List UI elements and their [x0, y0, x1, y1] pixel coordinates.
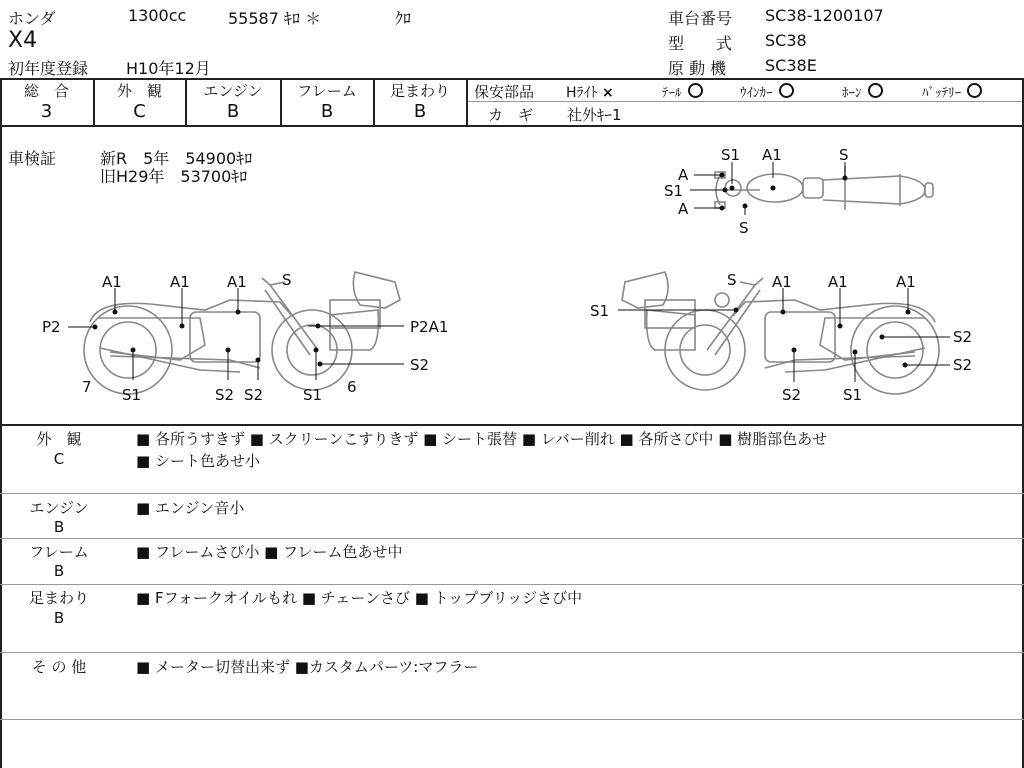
type-value: SC38: [765, 31, 807, 50]
note-text-exterior-2: ■ シート色あせ小: [136, 452, 260, 470]
left-label-6: 6: [347, 378, 357, 396]
winker-ok-icon: [779, 83, 794, 98]
left-label-a1-2: A1: [170, 273, 190, 291]
frame-number-value: SC38-1200107: [765, 6, 884, 25]
note-grade-suspension: B: [53, 609, 65, 627]
inspection-new: 新R 5年 54900ｷﾛ: [100, 149, 253, 168]
frame-number-label: 車台番号: [668, 9, 733, 28]
note-text-engine-1: ■ エンジン音小: [136, 499, 245, 517]
model-name: X4: [8, 28, 38, 53]
horn-ok-icon: [868, 83, 883, 98]
engine-model-label: 原 動 機: [668, 59, 727, 78]
damage-diagram: [0, 126, 1024, 426]
type-label: 型 式: [668, 34, 733, 53]
safety-parts-label: 保安部品: [474, 83, 535, 101]
left-label-s1-2: S1: [303, 386, 323, 404]
left-label-s2-2: S2: [244, 386, 264, 404]
left-label-a1-3: A1: [227, 273, 247, 291]
safety-item-winker: ｳｲﾝｶｰ: [740, 82, 794, 101]
note-text-suspension-1: ■ Fフォークオイルもれ ■ チェーンさび ■ トップブリッジさび中: [136, 589, 583, 607]
right-label-a1-2: A1: [828, 273, 848, 291]
note-category-exterior: 外 観: [36, 430, 82, 448]
key-value: 社外ｷｰ1: [567, 106, 622, 124]
first-registration-value: H10年12月: [126, 59, 211, 78]
right-label-s: S: [727, 271, 737, 289]
grade-label-exterior: 外 観: [116, 82, 162, 100]
note-category-suspension: 足まわり: [28, 589, 89, 607]
grade-value-frame: B: [320, 101, 334, 122]
note-grade-exterior: C: [53, 450, 65, 468]
grade-value-engine: B: [226, 101, 240, 122]
note-grade-frame: B: [53, 562, 65, 580]
top-view-bike-icon: [715, 166, 933, 210]
left-label-s1-1: S1: [122, 386, 142, 404]
left-label-p2a1: P2A1: [410, 318, 449, 336]
grade-label-suspension: 足まわり: [389, 82, 450, 100]
grade-value-total: 3: [40, 101, 53, 122]
note-text-other-1: ■ メーター切替出来ず ■カスタムパーツ:マフラー: [136, 658, 479, 676]
inspection-old: 旧H29年 53700ｷﾛ: [100, 167, 248, 186]
right-label-s2-2: S2: [953, 356, 973, 374]
right-label-s2-3: S2: [782, 386, 802, 404]
left-label-p2: P2: [42, 318, 61, 336]
top-label-a-upper: A: [678, 166, 689, 184]
safety-item-tail: ﾃｰﾙ: [662, 82, 703, 101]
top-label-a-lower: A: [678, 200, 689, 218]
safety-item-horn: ﾎｰﾝ: [842, 82, 883, 101]
right-label-a1-3: A1: [896, 273, 916, 291]
key-label: カ ギ: [488, 106, 534, 124]
note-grade-engine: B: [53, 518, 65, 536]
note-category-engine: エンジン: [29, 499, 89, 517]
first-registration-label: 初年度登録: [8, 59, 89, 78]
top-label-s-bottom: S: [739, 219, 749, 237]
mileage: 55587 ｷﾛ ＊: [228, 9, 322, 28]
note-category-other: そ の 他: [31, 658, 87, 676]
top-label-s1-left: S1: [664, 182, 684, 200]
grade-value-suspension: B: [413, 101, 427, 122]
right-label-a1-1: A1: [772, 273, 792, 291]
right-label-s2-1: S2: [953, 328, 973, 346]
top-label-s: S: [839, 146, 849, 164]
left-label-s2-1: S2: [215, 386, 235, 404]
headlight-status-mark: ×: [601, 85, 614, 101]
right-label-s1: S1: [590, 302, 610, 320]
grade-label-engine: エンジン: [203, 82, 263, 100]
top-label-s1: S1: [721, 146, 741, 164]
left-label-s2-3: S2: [410, 356, 430, 374]
inspection-label: 車検証: [8, 149, 57, 168]
left-label-a1-1: A1: [102, 273, 122, 291]
maker: ホンダ: [8, 9, 56, 28]
displacement: 1300cc: [128, 6, 187, 25]
color: ｸﾛ: [395, 9, 412, 28]
grade-label-frame: フレーム: [297, 82, 357, 100]
safety-item-battery: ﾊﾞｯﾃﾘｰ: [922, 82, 982, 101]
right-label-s1-2: S1: [843, 386, 863, 404]
safety-item-headlight: Hﾗｲﾄ ×: [566, 85, 614, 101]
left-label-7: 7: [82, 378, 92, 396]
note-category-frame: フレーム: [29, 543, 89, 561]
top-label-a1: A1: [762, 146, 782, 164]
grade-value-exterior: C: [133, 101, 146, 122]
battery-ok-icon: [967, 83, 982, 98]
engine-model-value: SC38E: [765, 56, 817, 75]
note-text-frame-1: ■ フレームさび小 ■ フレーム色あせ中: [136, 543, 403, 561]
tail-ok-icon: [688, 83, 703, 98]
note-text-exterior-1: ■ 各所うすきず ■ スクリーンこすりきず ■ シート張替 ■ レバー削れ ■ 各所さび中 ■ 樹脂部色あせ: [136, 430, 828, 448]
grade-label-total: 総 合: [23, 82, 69, 100]
left-label-s: S: [282, 271, 292, 289]
